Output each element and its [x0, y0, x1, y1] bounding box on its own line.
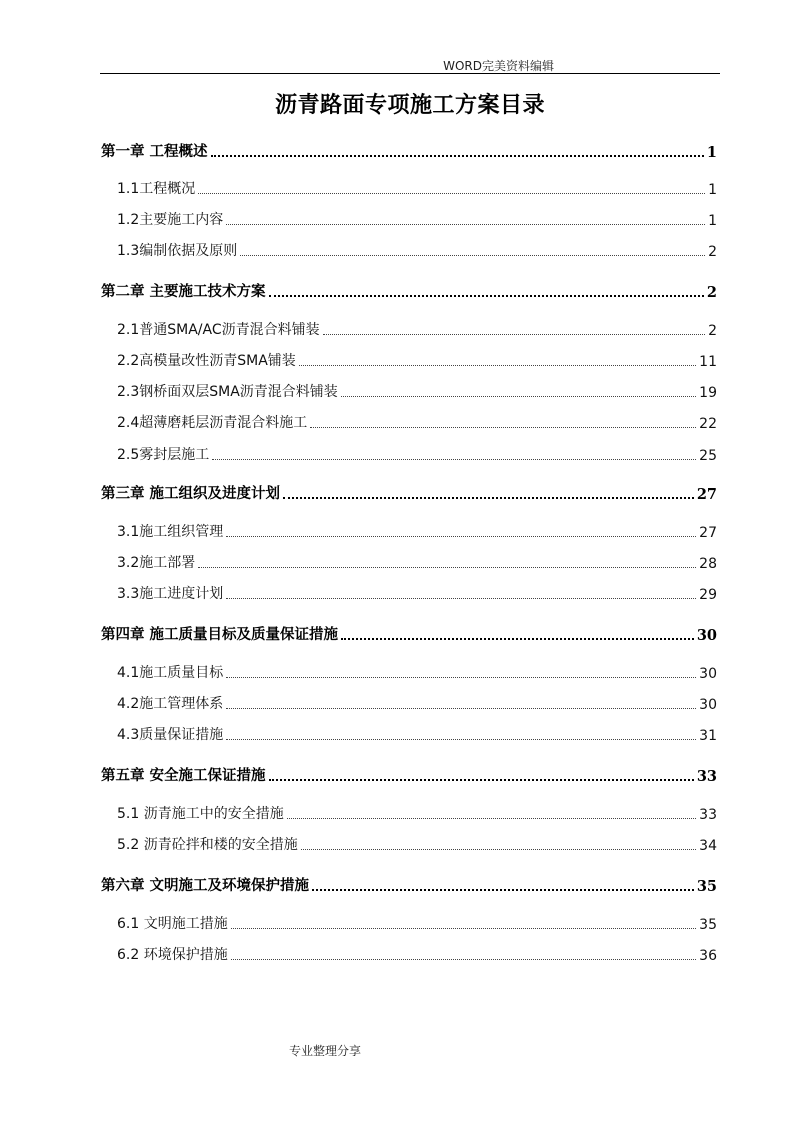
- toc-section-6-2[interactable]: [117, 944, 717, 964]
- toc-dot-leader: [226, 677, 696, 678]
- toc-dot-leader: [212, 459, 696, 460]
- toc-page-number: 30: [699, 697, 717, 713]
- toc-entry-label: 4.1施工质量目标: [117, 665, 224, 681]
- toc-page-number: 1: [706, 144, 717, 161]
- toc-page-number: 33: [696, 768, 717, 785]
- toc-entry-label: 第三章 施工组织及进度计划: [101, 485, 281, 502]
- toc-chapter-3[interactable]: [101, 482, 717, 503]
- toc-section-4-2[interactable]: [117, 693, 717, 713]
- header-divider: [100, 73, 720, 74]
- toc-entry-label: 5.2 沥青砼拌和楼的安全措施: [117, 837, 298, 853]
- toc-dot-leader: [283, 497, 694, 499]
- toc-page-number: 35: [699, 917, 717, 933]
- toc-page-number: 27: [699, 525, 717, 541]
- toc-entry-label: 第六章 文明施工及环境保护措施: [101, 877, 310, 894]
- toc-section-4-1[interactable]: [117, 662, 717, 682]
- toc-dot-leader: [301, 849, 696, 850]
- toc-page-number: 2: [706, 284, 717, 301]
- page-header-text: WORD完美资料编辑: [443, 59, 554, 73]
- toc-dot-leader: [240, 255, 705, 256]
- toc-entry-label: 1.1工程概况: [117, 181, 196, 197]
- toc-section-2-5[interactable]: [117, 444, 717, 464]
- toc-section-2-1[interactable]: [117, 319, 717, 339]
- toc-dot-leader: [287, 818, 696, 819]
- toc-entry-label: 4.3质量保证措施: [117, 727, 224, 743]
- toc-dot-leader: [341, 638, 694, 640]
- toc-dot-leader: [341, 396, 696, 397]
- toc-page-number: 34: [699, 838, 717, 854]
- toc-page-number: 11: [699, 354, 717, 370]
- toc-dot-leader: [310, 427, 696, 428]
- toc-section-3-3[interactable]: [117, 583, 717, 603]
- toc-page-number: 2: [708, 323, 717, 339]
- toc-page-number: 2: [708, 244, 717, 260]
- toc-dot-leader: [198, 567, 696, 568]
- toc-page-number: 31: [699, 728, 717, 744]
- toc-entry-label: 5.1 沥青施工中的安全措施: [117, 806, 284, 822]
- toc-page-number: 25: [699, 448, 717, 464]
- toc-section-5-1[interactable]: [117, 803, 717, 823]
- toc-section-5-2[interactable]: [117, 834, 717, 854]
- toc-entry-label: 第五章 安全施工保证措施: [101, 767, 266, 784]
- toc-page-number: 28: [699, 556, 717, 572]
- toc-entry-label: 3.2施工部署: [117, 555, 196, 571]
- toc-chapter-2[interactable]: [101, 280, 717, 301]
- toc-dot-leader: [211, 155, 704, 157]
- toc-section-2-3[interactable]: [117, 381, 717, 401]
- toc-page-number: 1: [708, 213, 717, 229]
- toc-entry-label: 第四章 施工质量目标及质量保证措施: [101, 626, 339, 643]
- toc-entry-label: 1.2主要施工内容: [117, 212, 224, 228]
- toc-entry-label: 第二章 主要施工技术方案: [101, 283, 266, 300]
- toc-section-4-3[interactable]: [117, 724, 717, 744]
- page-footer-text: 专业整理分享: [289, 1044, 362, 1058]
- toc-section-1-2[interactable]: [117, 209, 717, 229]
- toc-section-2-4[interactable]: [117, 412, 717, 432]
- toc-chapter-5[interactable]: [101, 764, 717, 785]
- toc-entry-label: 1.3编制依据及原则: [117, 243, 238, 259]
- toc-dot-leader: [269, 779, 694, 781]
- toc-page-number: 27: [696, 486, 717, 503]
- toc-entry-label: 2.3钢桥面双层SMA沥青混合料铺装: [117, 384, 338, 400]
- toc-entry-label: 2.5雾封层施工: [117, 447, 210, 463]
- toc-page-number: 29: [699, 587, 717, 603]
- toc-section-1-3[interactable]: [117, 240, 717, 260]
- toc-entry-label: 6.1 文明施工措施: [117, 916, 228, 932]
- toc-dot-leader: [269, 295, 704, 297]
- toc-page-number: 33: [699, 807, 717, 823]
- toc-entry-label: 第一章 工程概述: [101, 143, 208, 160]
- toc-dot-leader: [312, 889, 694, 891]
- toc-dot-leader: [226, 536, 696, 537]
- toc-section-3-1[interactable]: [117, 521, 717, 541]
- toc-section-1-1[interactable]: [117, 178, 717, 198]
- document-title: 沥青路面专项施工方案目录: [274, 92, 545, 118]
- toc-dot-leader: [226, 739, 696, 740]
- toc-section-2-2[interactable]: [117, 350, 717, 370]
- toc-page-number: 30: [699, 666, 717, 682]
- toc-dot-leader: [323, 334, 705, 335]
- toc-chapter-6[interactable]: [101, 874, 717, 895]
- toc-entry-label: 6.2 环境保护措施: [117, 947, 228, 963]
- toc-chapter-1[interactable]: [101, 140, 717, 161]
- toc-page-number: 1: [708, 182, 717, 198]
- toc-dot-leader: [231, 928, 696, 929]
- toc-page-number: 30: [696, 627, 717, 644]
- toc-dot-leader: [226, 224, 705, 225]
- toc-page-number: 35: [696, 878, 717, 895]
- toc-entry-label: 2.2高模量改性沥青SMA铺装: [117, 353, 296, 369]
- toc-dot-leader: [226, 598, 696, 599]
- toc-entry-label: 3.1施工组织管理: [117, 524, 224, 540]
- toc-dot-leader: [299, 365, 696, 366]
- toc-entry-label: 2.4超薄磨耗层沥青混合料施工: [117, 415, 308, 431]
- toc-page-number: 19: [699, 385, 717, 401]
- toc-entry-label: 3.3施工进度计划: [117, 586, 224, 602]
- toc-dot-leader: [198, 193, 705, 194]
- toc-page-number: 22: [699, 416, 717, 432]
- toc-chapter-4[interactable]: [101, 623, 717, 644]
- toc-entry-label: 2.1普通SMA/AC沥青混合料铺装: [117, 322, 320, 338]
- toc-section-6-1[interactable]: [117, 913, 717, 933]
- toc-entry-label: 4.2施工管理体系: [117, 696, 224, 712]
- toc-section-3-2[interactable]: [117, 552, 717, 572]
- toc-dot-leader: [231, 959, 696, 960]
- toc-dot-leader: [226, 708, 696, 709]
- toc-page-number: 36: [699, 948, 717, 964]
